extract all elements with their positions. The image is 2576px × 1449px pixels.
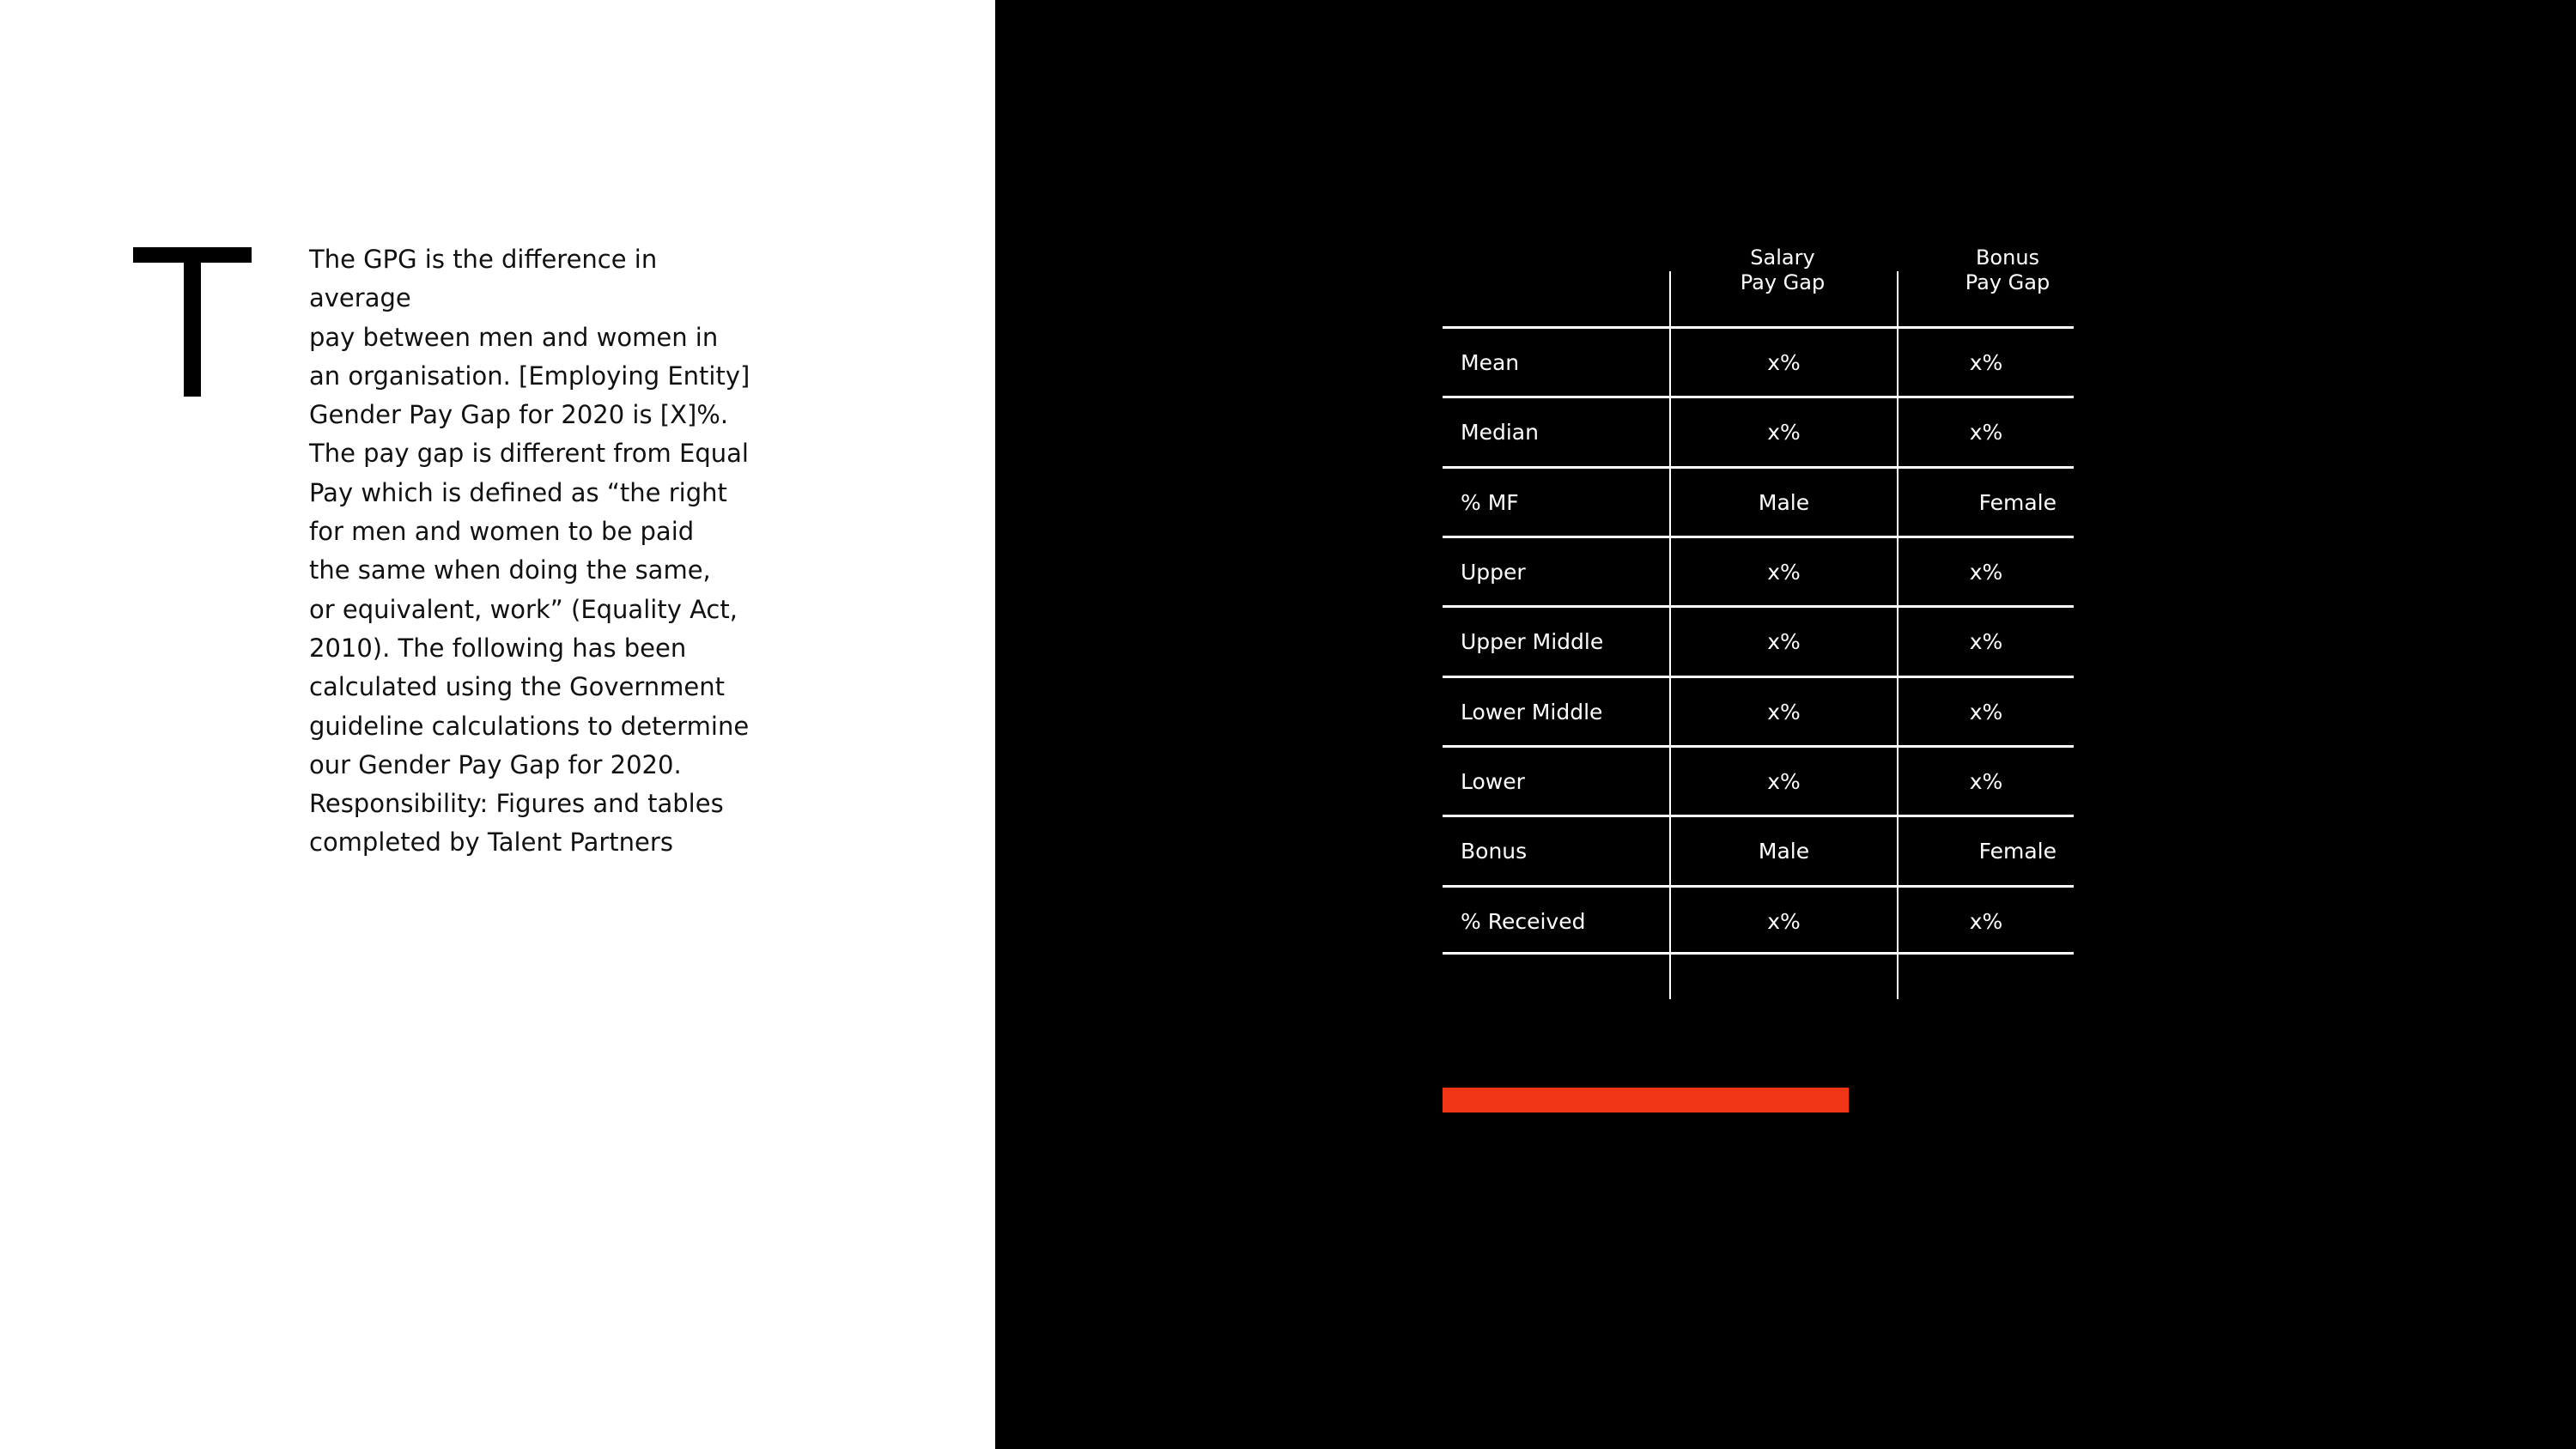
salary-value: Male [1758,839,1810,864]
salary-value: x% [1767,909,1801,934]
accent-bar [1443,1088,1849,1113]
bonus-value: Female [1978,839,2057,864]
table-row-percent-mf [1443,469,2074,537]
salary-value: Male [1758,490,1810,515]
drop-cap-stem [184,247,201,397]
bonus-value: x% [1969,560,2003,585]
row-label: Mean [1461,350,1520,375]
salary-value: x% [1767,420,1801,445]
table-row-percent-received [1443,888,2074,956]
table-row-lower [1443,748,2074,816]
table-row-upper-middle [1443,608,2074,676]
salary-pay-gap-header: Salary Pay Gap [1740,246,1826,294]
row-label: % MF [1461,490,1519,515]
bonus-value: x% [1969,909,2003,934]
salary-value: x% [1767,769,1801,794]
bonus-value: x% [1969,629,2003,654]
salary-value: x% [1767,629,1801,654]
salary-value: x% [1767,560,1801,585]
row-label: Upper [1461,560,1526,585]
salary-value: x% [1767,700,1801,724]
bonus-value: x% [1969,420,2003,445]
drop-cap-letter [133,206,134,208]
bonus-value: x% [1969,350,2003,375]
table-row-mean [1443,329,2074,397]
table-header-row [1443,240,2074,326]
table-row-median [1443,398,2074,467]
salary-value: x% [1767,350,1801,375]
intro-paragraph: The GPG is the difference in average pay between men and women in an organisation. [Employing Entity] Gender Pay Gap for 2020 is [X]%. The pay gap is different from Equal Pay which is defined as “the right for men and women to be paid the same when doing the same, or equivalent, work” (Equality Act, 2010). The following has been calculated using the Government guideline calculations to determine our Gender Pay Gap for 2020. Responsibility: Figures and tables completed by Talent Partners [309,245,750,858]
row-label: Lower Middle [1461,700,1603,724]
row-label: Upper Middle [1461,629,1604,654]
table-row-bonus [1443,817,2074,886]
bonus-value: x% [1969,700,2003,724]
bonus-pay-gap-header: Bonus Pay Gap [1965,246,2050,294]
row-label: Lower [1461,769,1525,794]
row-label: Bonus [1461,839,1528,864]
row-divider [1443,952,2074,955]
bonus-value: x% [1969,769,2003,794]
left-panel [0,0,995,1449]
table-row-upper [1443,538,2074,607]
drop-cap-T [133,206,253,403]
row-label: Median [1461,420,1539,445]
row-label: % Received [1461,909,1586,934]
bonus-value: Female [1978,490,2057,515]
table-row-lower-middle [1443,678,2074,747]
